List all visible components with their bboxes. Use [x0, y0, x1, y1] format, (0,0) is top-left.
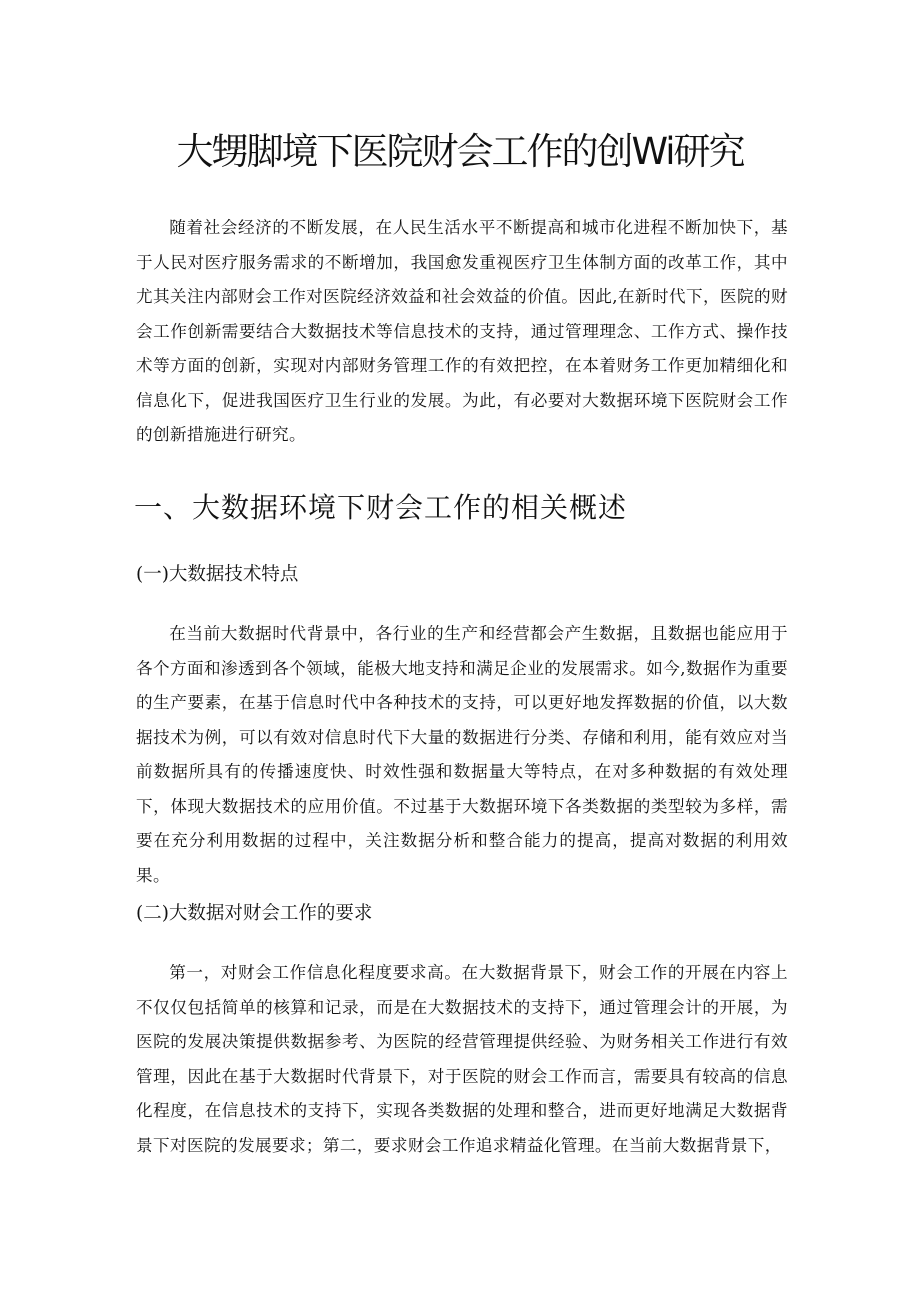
subsection-1-paragraph: 在当前大数据时代背景中，各行业的生产和经营都会产生数据，且数据也能应用于各个方面和渗透到各个领域，能极大地支持和满足企业的发展需求。如今,数据作为重要的生产要素，在基于信息时代中各种技术的支持，可以更好地发挥数据的价值，以大数据技术为例，可以有效对信息时代下大量的数据进行分类、存储和利用，能有效应对当前数据所具有的传播速度快、时效性强和数据量大等特点，在对多种数据的有效处理下，体现大数据技术的应用价值。不过基于大数据环境下各类数据的类型较为多样，需要在充分利用数据的过程中，关注数据分析和整合能力的提高，提高对数据的利用效果。	[136, 624, 788, 885]
subsection-heading-1: (一)大数据技术特点	[136, 564, 299, 585]
intro-paragraph: 随着社会经济的不断发展，在人民生活水平不断提高和城市化进程不断加快下，基于人民对医疗服务需求的不断增加，我国愈发重视医疗卫生体制方面的改革工作，其中尤其关注内部财会工作对医院经济效益和社会效益的价值。因此,在新时代下，医院的财会工作创新需要结合大数据技术等信息技术的支持，通过管理理念、工作方式、操作技术等方面的创新，实现对内部财务管理工作的有效把控，在本着财务工作更加精细化和信息化下，促进我国医疗卫生行业的发展。为此，有必要对大数据环境下医院财会工作的创新措施进行研究。	[136, 218, 788, 444]
document-title: 大甥脚境下医院财会工作的创Wi研究	[176, 130, 744, 173]
section-heading-1: 一、大数据环境下财会工作的相关概述	[134, 491, 628, 524]
subsection-heading-2: (二)大数据对财会工作的要求	[136, 903, 373, 924]
subsection-2-paragraph: 第一，对财会工作信息化程度要求高。在大数据背景下，财会工作的开展在内容上不仅仅包括简单的核算和记录，而是在大数据技术的支持下，通过管理会计的开展，为医院的发展决策提供数据参考、为医院的经营管理提供经验、为财务相关工作进行有效管理，因此在基于大数据时代背景下，对于医院的财会工作而言，需要具有较高的信息化程度，在信息技术的支持下，实现各类数据的处理和整合，进而更好地满足大数据背景下对医院的发展要求；第二，要求财会工作追求精益化管理。在当前大数据背景下，	[136, 963, 788, 1155]
